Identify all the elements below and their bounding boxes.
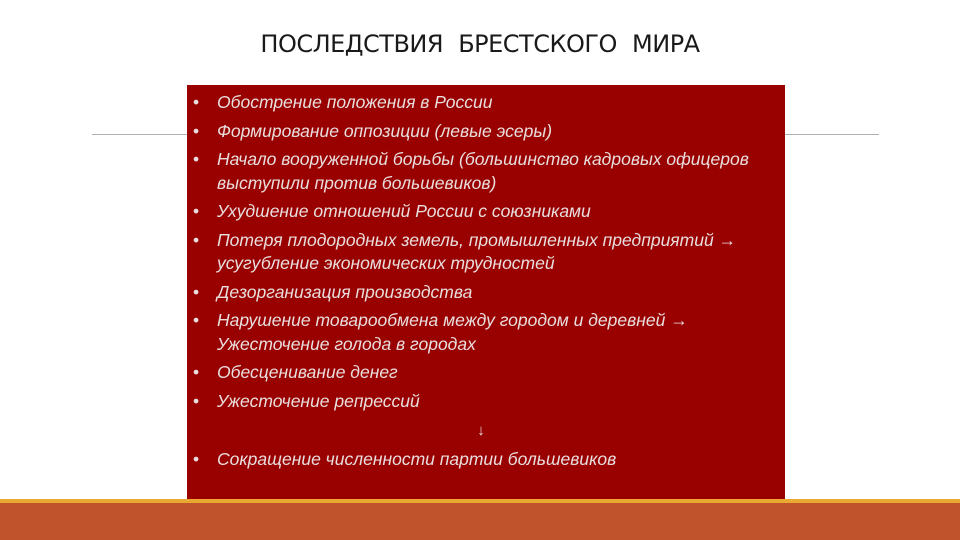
- bullet-icon: •: [193, 149, 200, 169]
- bullet-icon: •: [193, 229, 200, 250]
- list-item-text: Ухудшение отношений России с союзниками: [217, 201, 591, 221]
- footer-bar: [0, 499, 960, 540]
- list-item: [187, 390, 785, 414]
- bullet-icon: •: [193, 310, 200, 330]
- down-arrow-icon: ↓: [477, 422, 485, 439]
- bullet-icon: •: [193, 390, 200, 411]
- list-item-text: Обесценивание денег: [217, 362, 398, 382]
- bullet-icon: •: [193, 92, 200, 112]
- list-item-text: Начало вооруженной борьбы (большинство кадровых офицеров выступили против большевиков): [217, 149, 749, 193]
- consequences-list: [187, 91, 785, 472]
- consequences-panel: [187, 85, 785, 499]
- list-item: [187, 281, 785, 305]
- bullet-icon: •: [193, 362, 200, 382]
- bullet-icon: •: [193, 449, 200, 469]
- divider-line-left: [92, 134, 188, 135]
- list-item-text: Обострение положения в России: [217, 92, 493, 112]
- list-item: [187, 200, 785, 224]
- list-item-text: Дезорганизация производства: [217, 281, 473, 302]
- list-item-text: Ужесточение репрессий: [217, 390, 420, 411]
- bullet-icon: •: [193, 120, 200, 141]
- list-item: [187, 448, 785, 472]
- list-item: [187, 148, 785, 195]
- list-item: [187, 361, 785, 385]
- list-item-text: Формирование оппозиции (левые эсеры): [217, 120, 553, 141]
- list-item: [187, 309, 785, 356]
- list-item: [187, 91, 785, 115]
- divider-line-right: [785, 134, 879, 135]
- list-item-text: Сокращение численности партии большевиков: [217, 449, 617, 469]
- list-item: [187, 229, 785, 276]
- list-item-text: Нарушение товарообмена между городом и деревней → Ужесточение голода в городах: [217, 310, 688, 354]
- slide-title: ПОСЛЕДСТВИЯ БРЕСТСКОГО МИРА: [260, 30, 700, 58]
- bullet-icon: •: [193, 281, 200, 302]
- list-item-text: Потеря плодородных земель, промышленных предприятий → усугубление экономических трудностей: [217, 229, 737, 273]
- list-item: [187, 120, 785, 144]
- bullet-icon: •: [193, 201, 200, 221]
